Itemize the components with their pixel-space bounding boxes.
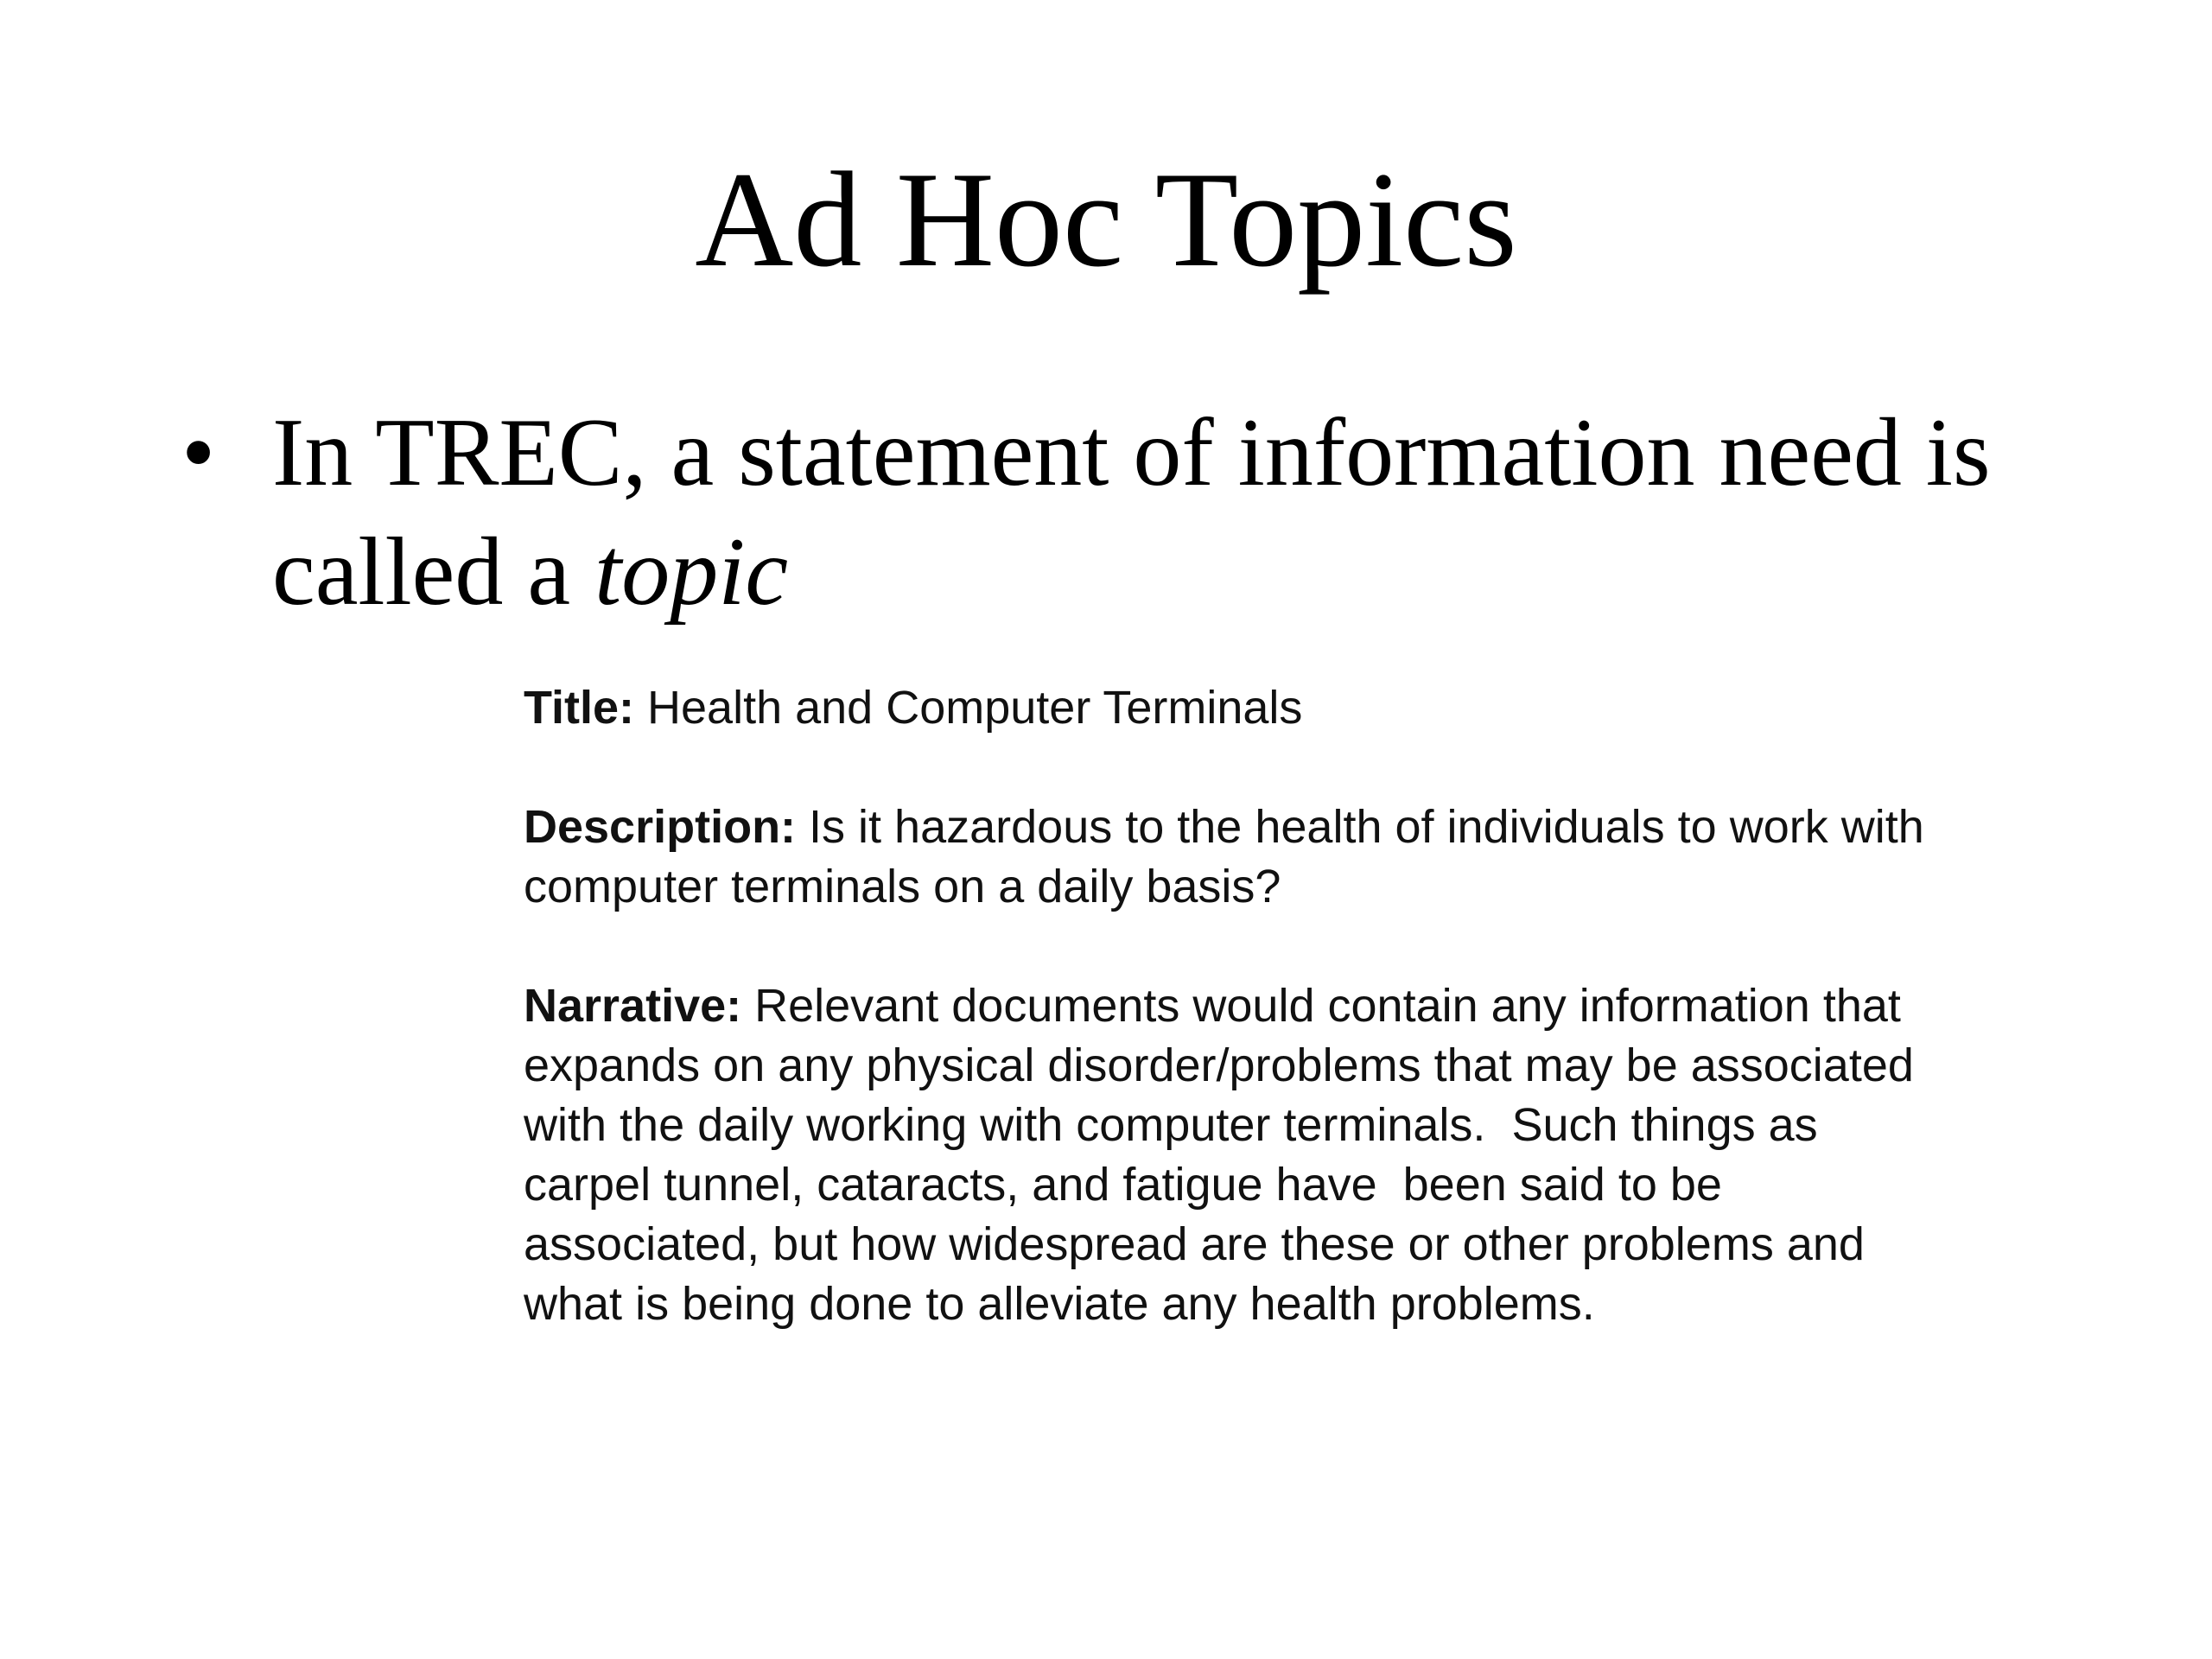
topic-narrative-line: carpel tunnel, cataracts, and fatigue have been said to be — [524, 1159, 1722, 1211]
topic-narrative-line: expands on any physical disorder/problems that may be associated — [524, 1039, 1914, 1091]
topic-title-field — [524, 678, 2062, 738]
topic-description-field — [524, 798, 2062, 917]
topic-description-line: computer terminals on a daily basis? — [524, 861, 1281, 912]
topic-narrative-field — [524, 976, 2062, 1334]
topic-narrative-line: what is being done to alleviate any health problems. — [524, 1278, 1595, 1330]
topic-description-label: Description: — [524, 801, 797, 853]
topic-narrative-label: Narrative: — [524, 980, 742, 1032]
topic-narrative-line: with the daily working with computer terminals. Such things as — [524, 1099, 1818, 1151]
topic-title-value: Health and Computer Terminals — [634, 682, 1303, 734]
topic-title-label: Title: — [524, 682, 635, 734]
bullet-text — [272, 393, 2117, 632]
bullet-text-italic: topic — [594, 518, 789, 626]
topic-narrative-line — [524, 976, 2062, 1036]
topic-narrative-text: Relevant documents would contain any information that — [741, 980, 1901, 1032]
slide-title: Ad Hoc Topics — [695, 144, 1517, 296]
topic-narrative-line: associated, but how widespread are these or other problems and — [524, 1218, 1865, 1270]
topic-description-text: Is it hazardous to the health of individuals to work with — [796, 801, 1924, 853]
bullet-marker: • — [181, 399, 216, 506]
topic-description-line — [524, 798, 2062, 857]
bullet-point — [181, 393, 2117, 632]
trec-topic-example — [524, 678, 2062, 1394]
bullet-text-main: In TREC, a statement of information need is called a — [272, 399, 1991, 626]
